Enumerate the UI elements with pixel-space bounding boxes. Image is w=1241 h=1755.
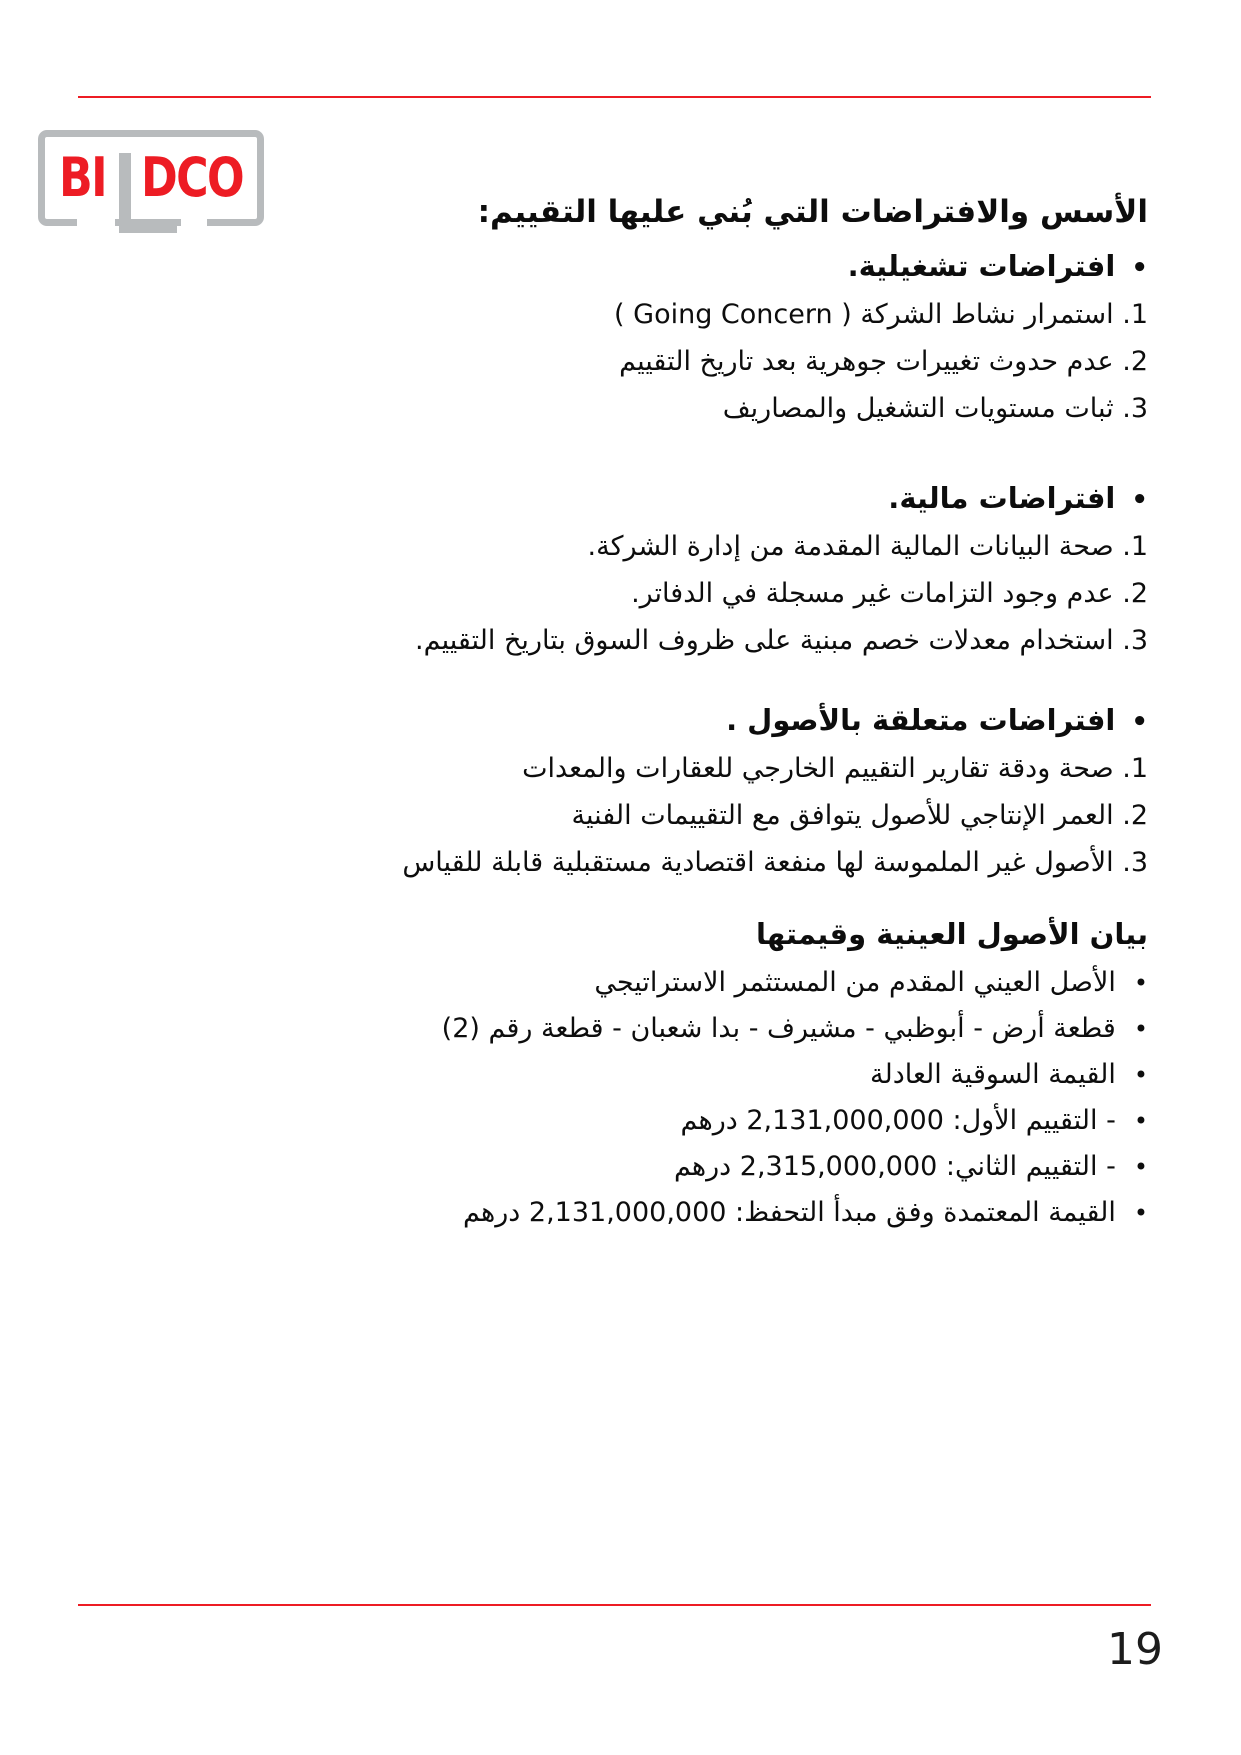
list-item: 1. صحة البيانات المالية المقدمة من إدارة الشركة.	[587, 531, 1148, 562]
list-item-text: - التقييم الثاني: 2,315,000,000 درهم	[673, 1151, 1116, 1182]
list-item	[402, 960, 1148, 1006]
section-header-in-kind-assets: بيان الأصول العينية وقيمتها	[755, 917, 1148, 951]
list-item: 1. صحة ودقة تقارير التقييم الخارجي للعقارات والمعدات	[522, 753, 1148, 784]
in-kind-assets-list	[402, 960, 1148, 1236]
section-header-label: افتراضات مالية.	[888, 481, 1116, 515]
page-content	[402, 192, 1148, 1236]
operational-assumptions-list	[402, 291, 1148, 432]
section-header-financial-assumptions	[402, 478, 1148, 520]
page-title: الأسس والافتراضات التي بُني عليها التقييم:	[477, 194, 1148, 230]
bullet-icon: •	[1133, 1061, 1148, 1089]
bottom-divider-line	[78, 1604, 1151, 1606]
bullet-icon: •	[1133, 1015, 1148, 1043]
bullet-icon: •	[1133, 969, 1148, 997]
logo-frame-gap-right	[181, 219, 207, 226]
bullet-icon: •	[1133, 1107, 1148, 1135]
logo-letter-l-foot	[119, 221, 177, 233]
section-header-label: افتراضات متعلقة بالأصول .	[726, 703, 1116, 737]
section-header-label: افتراضات تشغيلية.	[847, 249, 1116, 283]
top-divider-line	[78, 96, 1151, 98]
list-item-text: القيمة السوقية العادلة	[870, 1059, 1116, 1090]
list-item-text: قطعة أرض - أبوظبي - مشيرف - بدا شعبان - قطعة رقم (2)	[441, 1013, 1116, 1044]
bildco-logo	[38, 130, 264, 226]
bullet-icon: •	[1131, 253, 1148, 283]
asset-assumptions-list	[402, 745, 1148, 886]
list-item-text: - التقييم الأول: 2,131,000,000 درهم	[680, 1105, 1116, 1136]
list-item: 3. استخدام معدلات خصم مبنية على ظروف السوق بتاريخ التقييم.	[415, 625, 1148, 656]
list-item	[402, 1052, 1148, 1098]
list-item: 2. عدم حدوث تغييرات جوهرية بعد تاريخ التقييم	[619, 346, 1148, 377]
list-item: 2. العمر الإنتاجي للأصول يتوافق مع التقييمات الفنية	[571, 800, 1148, 831]
section-header-asset-assumptions	[402, 700, 1148, 742]
section-header-operational-assumptions	[402, 246, 1148, 288]
logo-text-bi: BI	[59, 146, 106, 209]
list-item: 1. استمرار نشاط الشركة ( Going Concern )	[614, 299, 1148, 330]
list-item	[402, 1006, 1148, 1052]
bullet-icon: •	[1133, 1153, 1148, 1181]
list-item	[402, 1144, 1148, 1190]
logo-frame-gap-left	[77, 219, 115, 226]
list-item: 3. ثبات مستويات التشغيل والمصاريف	[722, 393, 1148, 424]
bullet-icon: •	[1133, 1199, 1148, 1227]
list-item	[402, 1190, 1148, 1236]
list-item: 3. الأصول غير الملموسة لها منفعة اقتصادية مستقبلية قابلة للقياس	[402, 847, 1148, 878]
list-item-text: القيمة المعتمدة وفق مبدأ التحفظ: 2,131,000,000 درهم	[463, 1197, 1116, 1228]
bullet-icon: •	[1131, 707, 1148, 737]
financial-assumptions-list	[402, 523, 1148, 664]
logo-text-dco: DCO	[141, 146, 243, 209]
list-item-text: الأصل العيني المقدم من المستثمر الاستراتيجي	[594, 967, 1116, 998]
page-number: 19	[1107, 1624, 1163, 1675]
list-item	[402, 1098, 1148, 1144]
list-item: 2. عدم وجود التزامات غير مسجلة في الدفاتر.	[631, 578, 1148, 609]
bullet-icon: •	[1131, 485, 1148, 515]
